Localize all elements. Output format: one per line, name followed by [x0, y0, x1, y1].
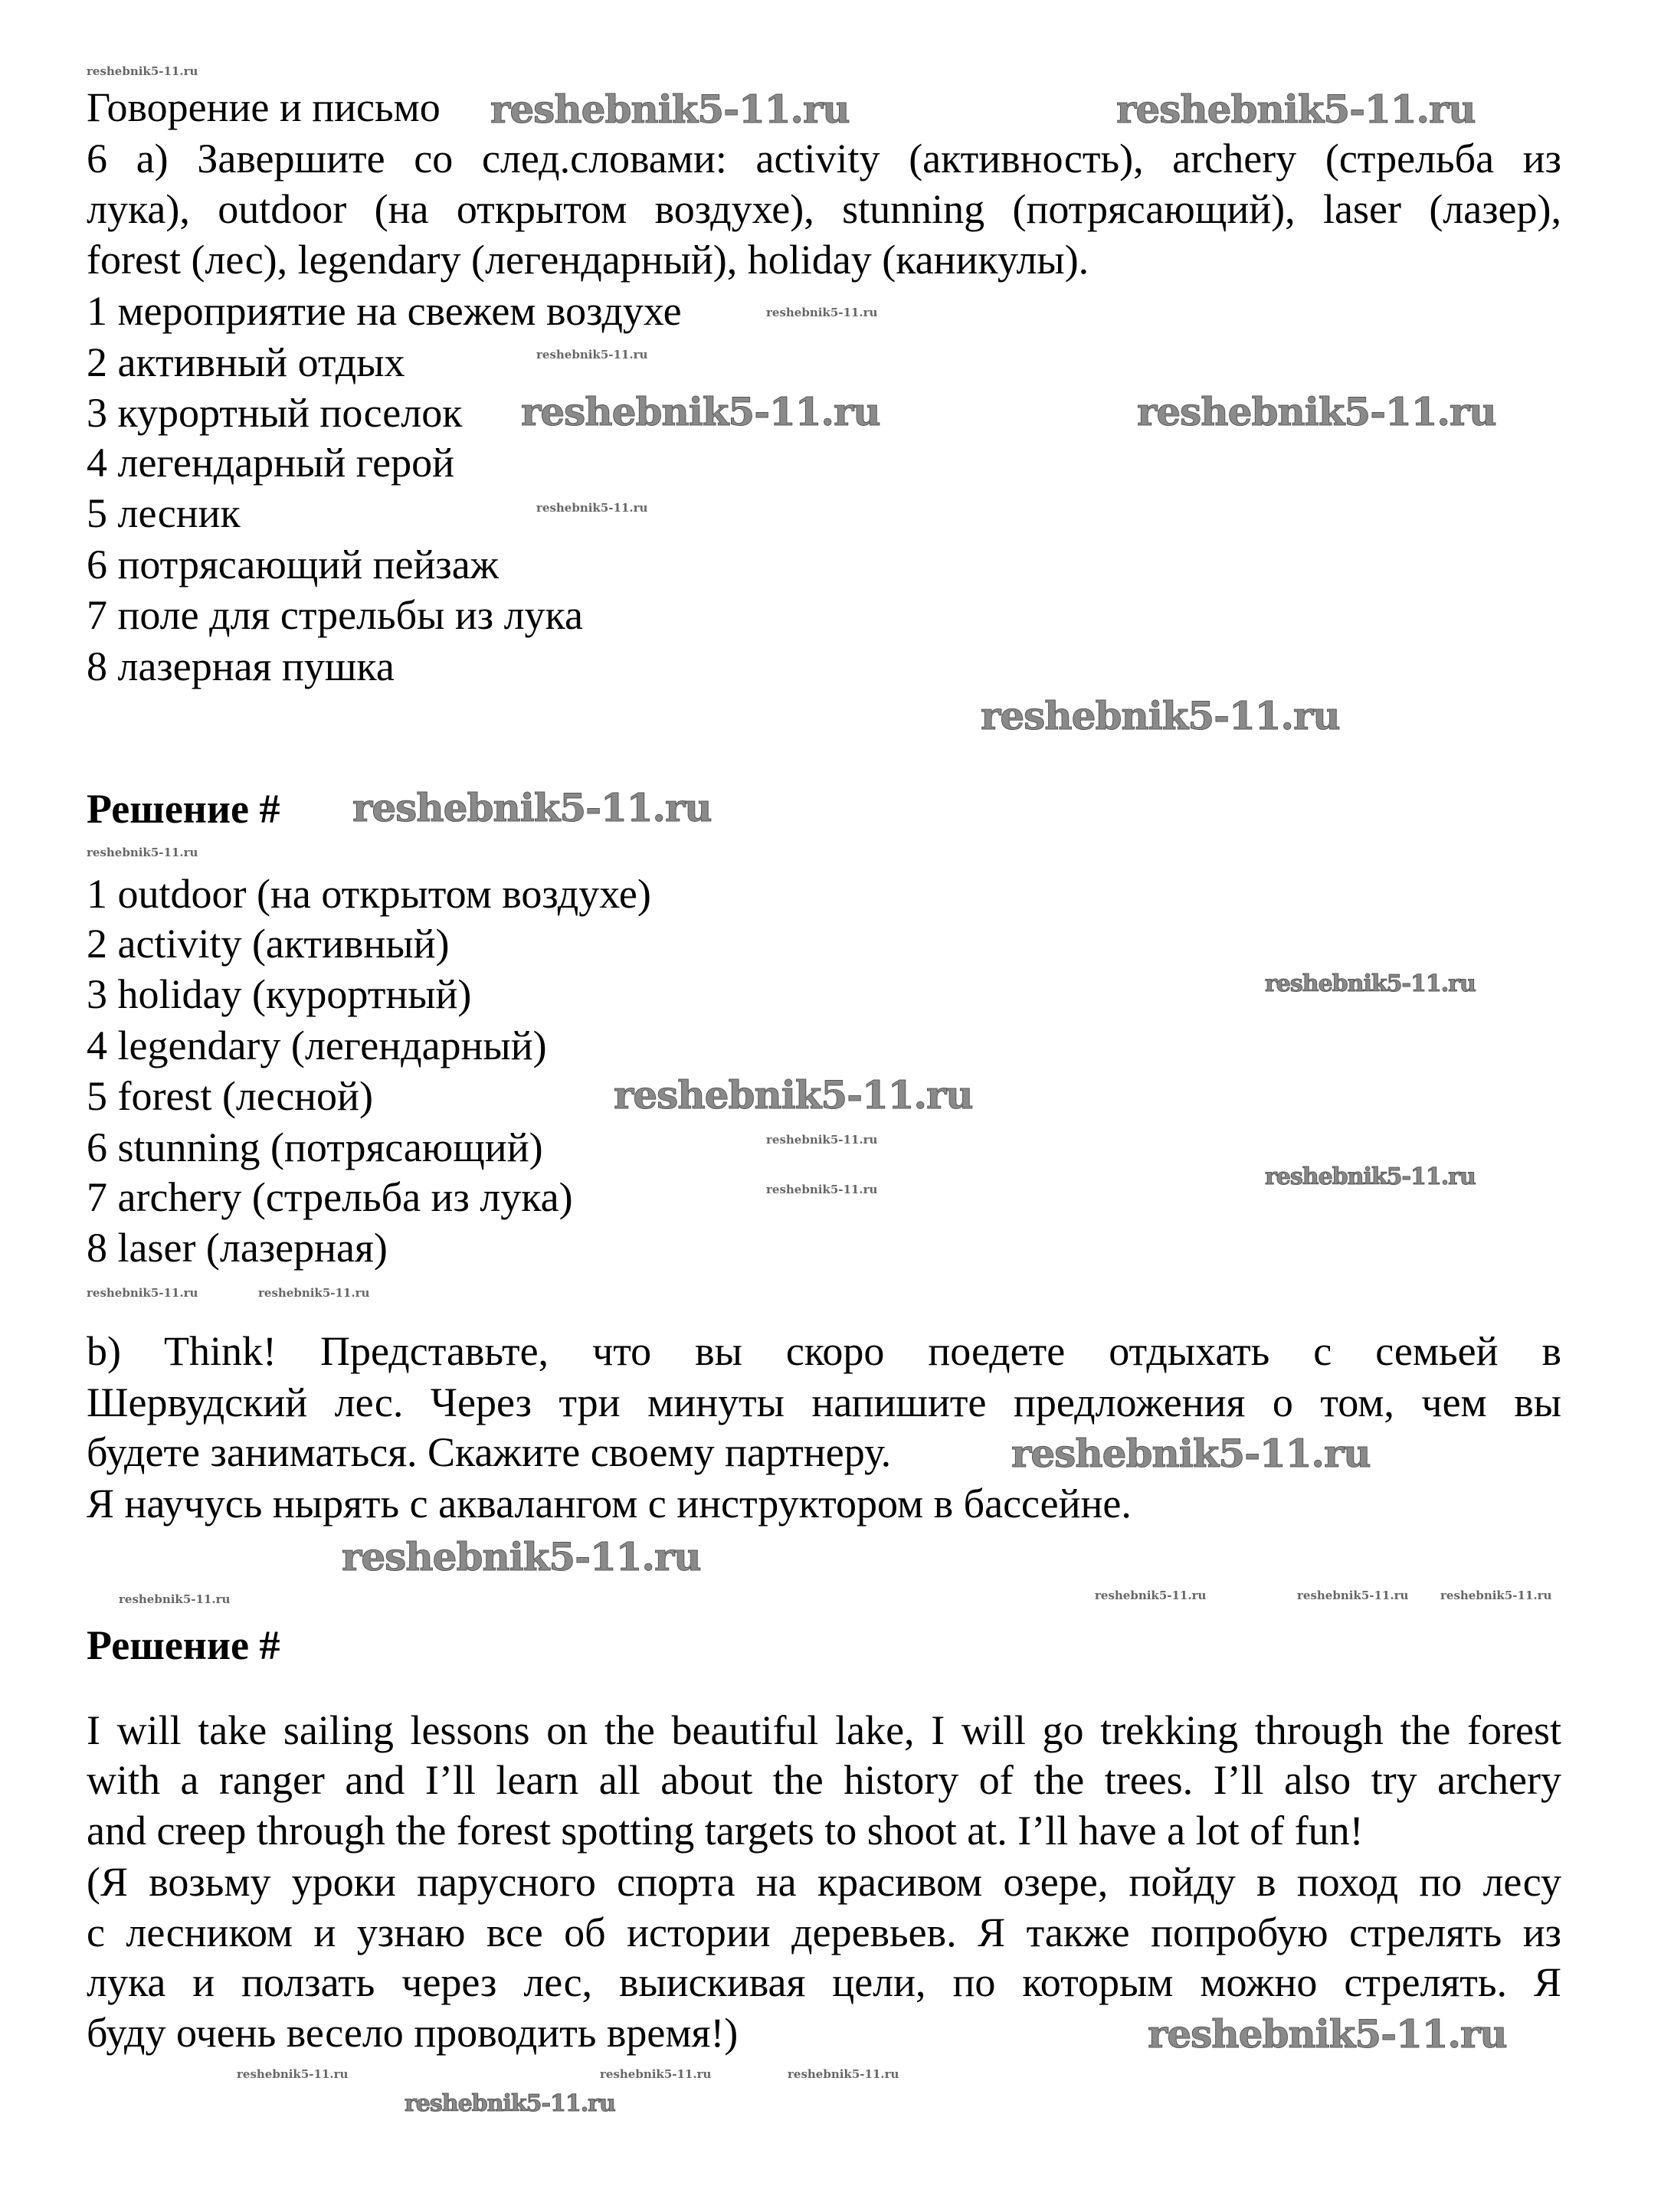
watermark: reshebnik5-11.ru [1137, 389, 1496, 434]
solution-b-line: I will take sailing lessons on the beautiful lake, I will go trekking through the forest [87, 1707, 1561, 1753]
task-b-line: будете заниматься. Скажите своему партнеру. [87, 1429, 892, 1475]
watermark: reshebnik5-11.ru [766, 1133, 878, 1147]
answer-item: 1 outdoor (на открытом воздухе) [87, 871, 651, 917]
task-a-line: forest (лес), legendary (легендарный), holiday (каникулы). [87, 237, 1089, 283]
solution-b-line: с лесником и узнаю все об истории деревьев. Я также попробую стрелять из [87, 1909, 1561, 1955]
watermark: reshebnik5-11.ru [87, 846, 198, 859]
watermark: reshebnik5-11.ru [87, 1286, 198, 1300]
solution-heading: Решение # [87, 1622, 280, 1668]
watermark: reshebnik5-11.ru [788, 2067, 899, 2081]
watermark: reshebnik5-11.ru [600, 2067, 712, 2081]
task-b-example: Я научусь нырять с аквалангом с инструктором в бассейне. [87, 1481, 1132, 1526]
task-item: 1 мероприятие на свежем воздухе [87, 288, 682, 334]
answer-item: 5 forest (лесной) [87, 1073, 373, 1119]
task-b-line: b) Think! Представьте, что вы скоро поедете отдыхать с семьей в [87, 1328, 1561, 1374]
task-item: 6 потрясающий пейзаж [87, 542, 499, 587]
task-a-line: 6 а) Завершите со след.словами: activity (активность), archery (стрельба из [87, 136, 1561, 182]
watermark: reshebnik5-11.ru [1116, 87, 1476, 132]
watermark: reshebnik5-11.ru [1095, 1589, 1207, 1602]
task-item: 7 поле для стрельбы из лука [87, 592, 583, 638]
watermark: reshebnik5-11.ru [1440, 1589, 1552, 1602]
task-item: 4 легендарный герой [87, 440, 455, 486]
solution-b-line: and creep through the forest spotting targets to shoot at. I’ll have a lot of fun! [87, 1808, 1364, 1854]
answer-item: 2 activity (активный) [87, 921, 450, 967]
watermark: reshebnik5-11.ru [521, 389, 880, 434]
answer-item: 8 laser (лазерная) [87, 1225, 388, 1271]
watermark: reshebnik5-11.ru [352, 785, 712, 830]
task-item: 5 лесник [87, 490, 241, 536]
watermark: reshebnik5-11.ru [614, 1072, 973, 1117]
watermark: reshebnik5-11.ru [981, 693, 1340, 738]
watermark: reshebnik5-11.ru [342, 1534, 701, 1579]
watermark: reshebnik5-11.ru [1265, 970, 1476, 997]
task-b-line: Шервудский лес. Через три минуты напишите предложения о том, чем вы [87, 1379, 1561, 1425]
solution-b-line: with a ranger and I’ll learn all about the history of the trees. I’ll also try archery [87, 1757, 1561, 1803]
watermark: reshebnik5-11.ru [766, 1183, 878, 1196]
task-item: 8 лазерная пушка [87, 643, 395, 689]
solution-b-line: (Я возьму уроки парусного спорта на красивом озере, пойду в поход по лесу [87, 1859, 1561, 1905]
task-item: 3 курортный поселок [87, 390, 463, 436]
task-item: 2 активный отдых [87, 339, 405, 385]
answer-item: 3 holiday (курортный) [87, 971, 472, 1017]
answer-item: 4 legendary (легендарный) [87, 1023, 547, 1068]
watermark: reshebnik5-11.ru [258, 1286, 370, 1300]
solution-b-line: лука и ползать через лес, выискивая цели, по которым можно стрелять. Я [87, 1959, 1561, 2005]
watermark: reshebnik5-11.ru [490, 87, 850, 132]
solution-heading: Решение # [87, 786, 280, 832]
watermark: reshebnik5-11.ru [1011, 1431, 1371, 1476]
watermark: reshebnik5-11.ru [1265, 1163, 1476, 1190]
section-heading: Говорение и письмо [87, 84, 441, 130]
watermark: reshebnik5-11.ru [237, 2067, 349, 2081]
watermark: reshebnik5-11.ru [536, 348, 648, 362]
watermark: reshebnik5-11.ru [1148, 2011, 1507, 2057]
answer-item: 7 archery (стрельба из лука) [87, 1174, 573, 1220]
watermark: reshebnik5-11.ru [405, 2090, 615, 2117]
watermark: reshebnik5-11.ru [536, 501, 648, 515]
task-a-line: лука), outdoor (на открытом воздухе), stunning (потрясающий), laser (лазер), [87, 186, 1561, 232]
watermark: reshebnik5-11.ru [1297, 1589, 1409, 1602]
watermark: reshebnik5-11.ru [87, 64, 198, 78]
answer-item: 6 stunning (потрясающий) [87, 1124, 543, 1170]
watermark: reshebnik5-11.ru [766, 306, 878, 319]
solution-b-line: буду очень весело проводить время!) [87, 2010, 739, 2056]
watermark: reshebnik5-11.ru [119, 1592, 231, 1606]
